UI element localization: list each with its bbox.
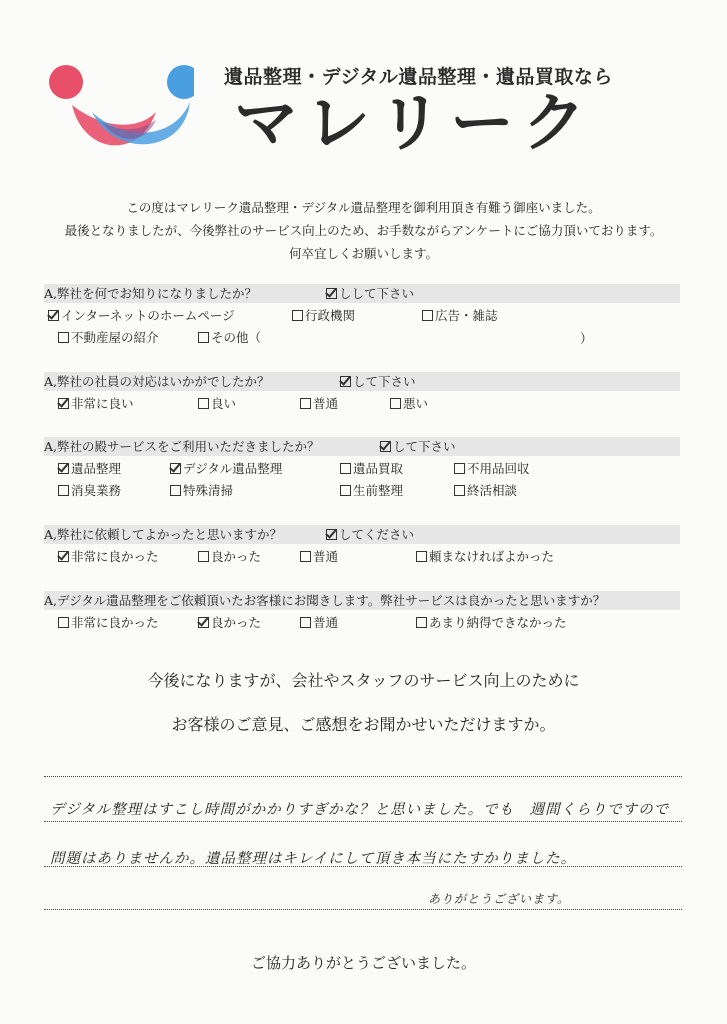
checkbox-icon[interactable] [390,398,401,409]
comment-rule-1 [44,776,682,777]
comment-rule-3 [44,866,682,867]
q3-option-purchase[interactable]: 遺品買取 [340,460,403,478]
q1-option-government[interactable]: 行政機関 [292,307,355,325]
question-1 [44,284,680,303]
checkbox-icon[interactable] [416,617,427,628]
checkbox-icon[interactable] [300,617,311,628]
checkbox-icon[interactable] [300,551,311,562]
checkbox-icon[interactable] [198,398,209,409]
checkbox-icon [340,376,351,387]
q3-option-estate[interactable]: 遺品整理 [58,460,121,478]
checkbox-icon[interactable] [416,551,427,562]
q3-option-junk-removal[interactable]: 不用品回収 [454,460,530,478]
q4-option-regret[interactable]: 頼まなければよかった [416,548,554,566]
checkbox-icon[interactable] [58,551,69,562]
closing-line-2: お客様のご意見、ご感想をお聞かせいただけますか。 [171,715,556,734]
checkbox-icon[interactable] [292,310,303,321]
checkbox-icon [326,529,337,540]
question-5 [44,591,680,610]
q1-other-close: ） [580,331,593,346]
checkbox-icon[interactable] [198,551,209,562]
checkbox-icon[interactable] [454,463,465,474]
intro-line-1: この度はマレリーク遺品整理・デジタル遺品整理を御利用頂き有難う御座いました。 [126,200,601,215]
comment-rule-4 [44,909,682,910]
checkbox-icon[interactable] [58,332,69,343]
checkbox-icon[interactable] [198,617,209,628]
intro-line-3: 何卒宜しくお願いします。 [288,246,438,261]
q2-option-good[interactable]: 良い [198,395,236,413]
q2-option-very-good[interactable]: 非常に良い [58,395,134,413]
closing-line-1: 今後になりますが、会社やスタッフのサービス向上のために [147,671,580,690]
checkbox-icon[interactable] [58,398,69,409]
checkbox-icon[interactable] [48,310,59,321]
question-5-text: A,デジタル遺品整理をご依頼頂いたお客様にお聞きします。弊社サービスは良かったと思いますか？ [44,593,606,608]
intro-line-2: 最後となりましたが、今後弊社のサービス向上のため、お手数ながらアンケートにご協力頂いております。 [64,223,663,238]
checkbox-icon[interactable] [58,463,69,474]
q4-option-very-good[interactable]: 非常に良かった [58,548,159,566]
intro-text [40,196,687,265]
q3-option-deodorize[interactable]: 消臭業務 [58,482,121,500]
checkbox-icon[interactable] [170,463,181,474]
q4-option-normal[interactable]: 普通 [300,548,338,566]
thanks-message: ご協力ありがとうございました。 [250,954,476,972]
question-4-instruction: してください [326,525,414,544]
checkbox-icon [380,441,391,452]
checkbox-icon[interactable] [454,485,465,496]
question-3 [44,437,680,456]
q4-option-good[interactable]: 良かった [198,548,261,566]
question-1-instruction: しして下さい [326,284,414,303]
marelique-logo [44,60,194,160]
q5-option-very-good[interactable]: 非常に良かった [58,614,159,632]
q2-option-bad[interactable]: 悪い [390,395,428,413]
q1-option-other[interactable]: その他（ [198,329,261,347]
comment-line-2: 問題はありませんか。遺品整理はキレイにして頂き本当にたすかりました。 [50,851,577,867]
q1-option-ads[interactable]: 広告・雑誌 [422,307,498,325]
q3-option-special-cleaning[interactable]: 特殊清掃 [170,482,233,500]
checkbox-icon[interactable] [422,310,433,321]
checkbox-icon[interactable] [58,485,69,496]
q3-option-end-of-life[interactable]: 終活相談 [454,482,517,500]
comment-line-1: デジタル整理はすこし時間がかかりすぎかな？と思いました。でも 週間くらりですので [50,802,670,818]
q3-option-digital-estate[interactable]: デジタル遺品整理 [170,460,282,478]
comment-line-3: ありがとうございます。 [428,892,571,906]
q3-option-pre-death[interactable]: 生前整理 [340,482,403,500]
checkbox-icon[interactable] [170,485,181,496]
q2-option-normal[interactable]: 普通 [300,395,338,413]
brand-name: マレリーク [234,87,594,161]
tagline: 遺品整理・デジタル遺品整理・遺品買取なら [224,66,613,88]
question-2-instruction: して下さい [340,372,416,391]
q5-option-normal[interactable]: 普通 [300,614,338,632]
checkbox-icon[interactable] [300,398,311,409]
question-4 [44,525,680,544]
checkbox-icon[interactable] [58,617,69,628]
q5-option-good[interactable]: 良かった [198,614,261,632]
logo-blue-dot [167,65,194,99]
question-2 [44,372,680,391]
question-2-text: A,弊社の社員の対応はいかがでしたか？ [44,374,270,389]
q1-option-homepage[interactable]: インターネットのホームページ [48,307,235,325]
question-3-instruction: して下さい [380,437,456,456]
comment-rule-2 [44,821,682,822]
logo-pink-dot [49,65,83,99]
question-1-text: A,弊社を何でお知りになりましたか？ [44,286,258,301]
checkbox-icon[interactable] [198,332,209,343]
q5-option-unsatisfied[interactable]: あまり納得できなかった [416,614,567,632]
question-4-text: A,弊社に依頼してよかったと思いますか？ [44,527,283,542]
checkbox-icon [326,288,337,299]
question-3-text: A,弊社の殿サービスをご利用いただきましたか？ [44,439,320,454]
checkbox-icon[interactable] [340,485,351,496]
q1-option-realestate[interactable]: 不動産屋の紹介 [58,329,159,347]
checkbox-icon[interactable] [340,463,351,474]
